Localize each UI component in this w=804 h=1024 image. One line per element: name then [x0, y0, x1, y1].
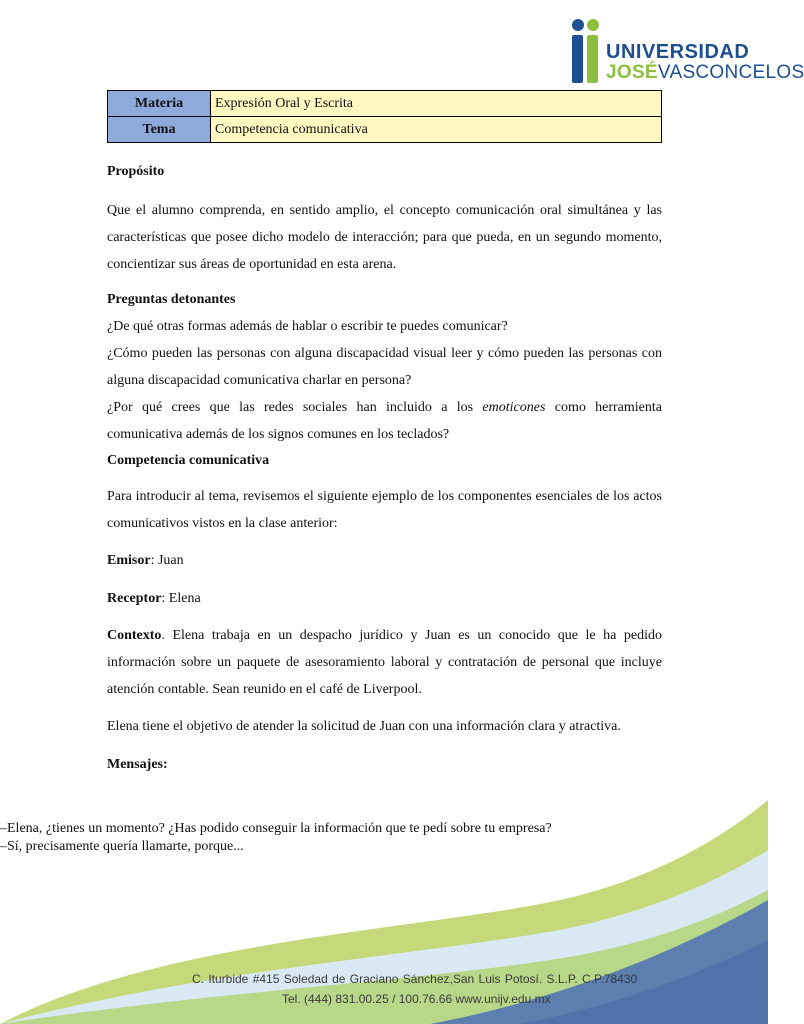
emisor-value: : Juan: [150, 553, 184, 568]
logo-line2-jose: JOSÉ: [606, 62, 658, 83]
pregunta-3-start: ¿Por qué crees que las redes sociales han incluido a los: [107, 400, 483, 415]
receptor-label: Receptor: [107, 591, 162, 606]
emisor-line: [107, 547, 662, 574]
logo-line2-vasconcelos: VASCONCELOS: [657, 62, 804, 83]
pregunta-3-end: como herramienta comunicativa además de los signos comunes en los teclados?: [107, 400, 662, 442]
table-row: [108, 117, 662, 143]
emisor-label: Emisor: [107, 553, 151, 568]
logo-mark-icon: [568, 18, 608, 88]
contexto-label: Contexto: [107, 628, 162, 643]
competencia-heading: Competencia comunicativa: [107, 453, 270, 468]
proposito-heading: Propósito: [107, 164, 165, 179]
tema-value: Competencia comunicativa: [211, 117, 662, 143]
objetivo-paragraph: Elena tiene el objetivo de atender la solicitud de Juan con una información clara y atractiva.: [107, 719, 621, 734]
pregunta-3: [107, 394, 662, 448]
logo-line1: UNIVERSIDAD: [606, 41, 750, 63]
materia-value: Expresión Oral y Escrita: [211, 91, 662, 117]
pregunta-2: ¿Cómo pueden las personas con alguna discapacidad visual leer y cómo pueden las personas con alguna discapacidad comunicativa charlar en persona?: [107, 346, 662, 388]
contexto-paragraph: [107, 622, 662, 703]
dialogue-line-2: –Sí, precisamente quería llamarte, porque...: [0, 839, 244, 854]
footer-address: C. Iturbide #415 Soledad de Graciano Sánchez,San Luis Potosí. S.L.P. C.P.78430: [192, 972, 638, 986]
mensajes-heading: Mensajes:: [107, 757, 168, 772]
competencia-paragraph: Para introducir al tema, revisemos el siguiente ejemplo de los componentes esenciales de los actos comunicativos vistos en la clase anterior:: [107, 489, 662, 531]
receptor-line: [107, 585, 662, 612]
preguntas-heading: Preguntas detonantes: [107, 292, 236, 307]
table-row: [108, 91, 662, 117]
logo-line2: [606, 62, 804, 84]
footer-contact: Tel. (444) 831.00.25 / 100.76.66 www.unijv.edu.mx: [282, 992, 551, 1006]
contexto-value: . Elena trabaja en un despacho jurídico y Juan es un conocido que le ha pedido información sobre un paquete de asesoramiento laboral y contratación de personal que incluye atención contable. Sean reunido en el café de Liverpool.: [107, 628, 662, 697]
receptor-value: : Elena: [161, 591, 201, 606]
tema-label: Tema: [108, 117, 211, 143]
dialogue-line-1: –Elena, ¿tienes un momento? ¿Has podido conseguir la información que te pedí sobre tu empresa?: [0, 821, 552, 836]
info-table: [107, 90, 662, 143]
pregunta-3-emphasis: emoticones: [482, 400, 546, 415]
proposito-paragraph: Que el alumno comprenda, en sentido amplio, el concepto comunicación oral simultánea y las características que posee dicho modelo de interacción; para que pueda, en un segundo momento, concientizar sus áreas de oportunidad en esta arena.: [107, 203, 662, 272]
pregunta-1: ¿De qué otras formas además de hablar o escribir te puedes comunicar?: [107, 319, 508, 334]
materia-label: Materia: [108, 91, 211, 117]
